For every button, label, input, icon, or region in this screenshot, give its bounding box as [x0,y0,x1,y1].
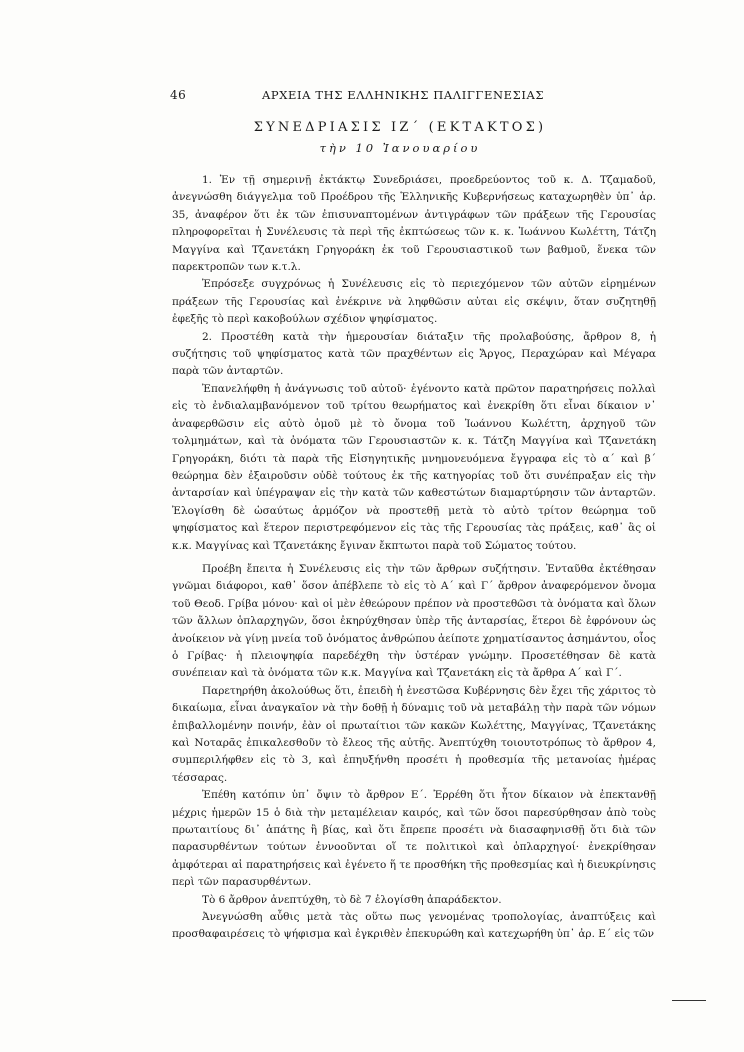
paragraph-9: Ἀνεγνώσθη αὖθις μετὰ τὰς οὕτω πως γενομένας τροπολογίας, ἀναπτύξεις καὶ προσθαφαιρέσεις τὸ ψήφισμα καὶ ἐγκριθὲν ἐπεκυρώθη καὶ κατεχωρήθη ὑπ᾽ ἀρ. Ε΄ εἰς τῶν [172,911,656,941]
session-title: ΣΥΝΕΔΡΙΑΣΙΣ ΙΖ΄ (ΕΚΤΑΚΤΟΣ) [253,120,547,135]
paragraph-3: 2. Προστέθη κατὰ τὴν ἡμερουσίαν διάταξιν τῆς προλαβούσης, ἄρθρον 8, ἡ συζήτησις τοῦ ψηφίσματος κατὰ τῶν πραχθέντων εἰς Ἄργος, Περαχώραν καὶ Μέγαρα παρὰ τῶν ἀνταρτῶν. [172,330,656,378]
paragraph-6: Παρετηρήθη ἀκολούθως ὅτι, ἐπειδὴ ἡ ἐνεστῶσα Κυβέρνησις δὲν ἔχει τῆς χάριτος τὸ δικαίωμα, εἶναι ἀναγκαῖον νὰ τὴν δοθῇ ἡ δύναμις τοῦ νὰ μεταβάλῃ τὴν παρὰ τῶν νόμων ἐπιβαλλομένην ποινήν, ἐὰν οἱ πρωταίτιοι τῶν κακῶν Κωλέττης, Μαγγίνας, Τζανετάκης καὶ Νοταρᾶς ἐπικαλεσθοῦν τὸ ἔλεος τῆς αὐτῆς. Ἀνεπτύχθη τοιουτοτρόπως τὸ ἄρθρον 4, συμπεριλήφθεν εἰς τὸ 3, καὶ ἐπηυξήνθη προσέτι ἡ προθεσμία τῆς μετανοίας ἡμέρας τέσσαρας. [172,684,656,784]
paragraph-2: Ἐπρόσεξε συγχρόνως ἡ Συνέλευσις εἰς τὸ περιεχόμενον τῶν αὐτῶν εἰρημένων πράξεων τῆς Γερουσίας καὶ ἐνέκρινε νὰ ληφθῶσιν αὐται εἰς σκέψιν, ὅταν συζητηθῇ ἐφεξῆς τὸ περὶ κακοβούλων σχέδιον ψηφίσματος. [172,278,656,326]
body-text [172,172,656,944]
paragraph-7: Ἐπέθη κατόπιν ὑπ᾽ ὄψιν τὸ ἄρθρον Ε΄. Ἐρρέθη ὅτι ἦτον δίκαιον νὰ ἐπεκτανθῇ μέχρις ἡμερῶν 15 ὁ διὰ τὴν μεταμέλειαν καιρός, καὶ τῶν ὅσοι παρεσύρθησαν ἀπὸ τοὺς πρωταιτίους δι᾽ ἀπάτης ἢ βίας, καὶ ὅτι ἔπρεπε προσέτι νὰ διασαφηνισθῇ ὅτι διὰ τῶν παρασυρθέντων τούτων ἐννοοῦνται οἵ τε πολιτικοὶ καὶ ὁπλαρχηγοί· ἐνεκρίθησαν ἀμφότεραι αἱ παρατηρήσεις καὶ ἐγένετο ἥ τε προσθήκη τῆς προθεσμίας καὶ ἡ διευκρίνησις περὶ τῶν παρασυρθέντων. [172,789,656,889]
paragraph-1: 1. Ἐν τῇ σημερινῇ ἐκτάκτῳ Συνεδριάσει, προεδρεύοντος τοῦ κ. Δ. Τζαμαδοῦ, ἀνεγνώσθη διάγγελμα τοῦ Προέδρου τῆς Ἑλληνικῆς Κυβερνήσεως καταχωρηθὲν ὑπ᾽ ἀρ. 35, ἀναφέρον ὅτι ἐκ τῶν ἐπισυναπτομένων ἀντιγράφων τῶν πράξεων τῆς Γερουσίας πληροφορεῖται ἡ Συνέλευσις τὰ περὶ τῆς ἐκπτώσεως τῶν κ. κ. Ἰωάννου Κωλέττη, Τάτζη Μαγγίνα καὶ Τζανετάκη Γρηγοράκη ἐκ τοῦ Γερουσιαστικοῦ των βαθμοῦ, ἕνεκα τῶν παρεκτροπῶν των κ.τ.λ. [172,174,656,274]
paragraph-5: Προέβη ἔπειτα ἡ Συνέλευσις εἰς τὴν τῶν ἄρθρων συζήτησιν. Ἐνταῦθα ἐκτέθησαν γνῶμαι διάφοροι, καθ᾽ ὅσον ἀπέβλεπε τὸ εἰς τὸ Α΄ καὶ Γ΄ ἄρθρον ἀναφερόμενον ὄνομα τοῦ Θεοδ. Γρίβα μόνου· καὶ οἱ μὲν ἐθεώρουν πρέπον νὰ προστεθῶσι τὰ ὀνόματα καὶ ὅλων τῶν ἄλλων ὁπλαρχηγῶν, ὅσοι ἐκηρύχθησαν ὑπὲρ τῆς ἀνταρσίας, ἕτεροι δὲ ἐφρόνουν ὡς ἀνοίκειον νὰ γίνῃ μνεία τοῦ ὀνόματος ἀνθρώπου ἀείποτε χρηματίσαντος ἀσημάντου, οἷος ὁ Γρίβας· ἡ πλειοψηφία παρεδέχθη τὴν ὑστέραν γνώμην. Προσετέθησαν δὲ κατὰ συνέπειαν καὶ τὰ ὀνόματα τῶν κ.κ. Μαγγίνα καὶ Τζανετάκη εἰς τὰ ἄρθρα Α΄ καὶ Γ΄. [172,562,656,680]
session-date: τὴν 10 Ἰανουαρίου [319,141,481,155]
footer-rule [672,1000,706,1001]
paragraph-8: Τὸ 6 ἄρθρον ἀνεπτύχθη, τὸ δὲ 7 ἐλογίσθη ἀπαράδεκτον. [202,893,502,906]
paragraph-4: Ἐπανελήφθη ἡ ἀνάγνωσις τοῦ αὐτοῦ· ἐγένοντο κατὰ πρῶτον παρατηρήσεις πολλαὶ εἰς τὸ ἐνδιαλαμβανόμενον τοῦ τρίτου θεωρήματος καὶ ἐνεκρίθη ὅτι εἶναι δίκαιον ν᾽ ἀναφερθῶσιν εἰς αὐτὸ ὁμοῦ μὲ τὸ ὄνομα τοῦ Ἰωάννου Κωλέττη, ἀρχηγοῦ τῶν τολμημάτων, καὶ τὰ ὀνόματα τῶν Γερουσιαστῶν κ. κ. Τάτζη Μαγγίνα καὶ Τζανετάκη Γρηγοράκη, διότι τὰ παρὰ τῆς Εἰσηγητικῆς μνημονευόμενα ἔγγραφα εἰς τὸ α΄ καὶ β΄ θεώρημα δὲν ἐξαιροῦσιν οὐδὲ τούτους ἐκ τῆς κατηγορίας τοῦ ὅτι συνέπραξαν εἰς τὴν ἀνταρσίαν καὶ ὑπέγραψαν εἰς τὴν κατὰ τῶν καθεστώτων διαμαρτύρησιν τῶν ἀνταρτῶν. Ἐλογίσθη δὲ ὡσαύτως ἁρμόζον νὰ προστεθῇ μετὰ τὸ αὐτὸ τρίτον θεώρημα τοῦ ψηφίσματος καὶ ἕτερον περιστρεφόμενον εἰς τὰς τῆς Γερουσίας τὰς πράξεις, καθ᾽ ἃς οἱ κ.κ. Μαγγίνας καὶ Τζανετάκης ἔγιναν ἔκπτωτοι παρὰ τοῦ Σώματος τούτου. [172,382,656,552]
page-number: 46 [170,88,187,102]
running-title: ΑΡΧΕΙΑ ΤΗΣ ΕΛΛΗΝΙΚΗΣ ΠΑΛΙΓΓΕΝΕΣΙΑΣ [262,88,545,102]
